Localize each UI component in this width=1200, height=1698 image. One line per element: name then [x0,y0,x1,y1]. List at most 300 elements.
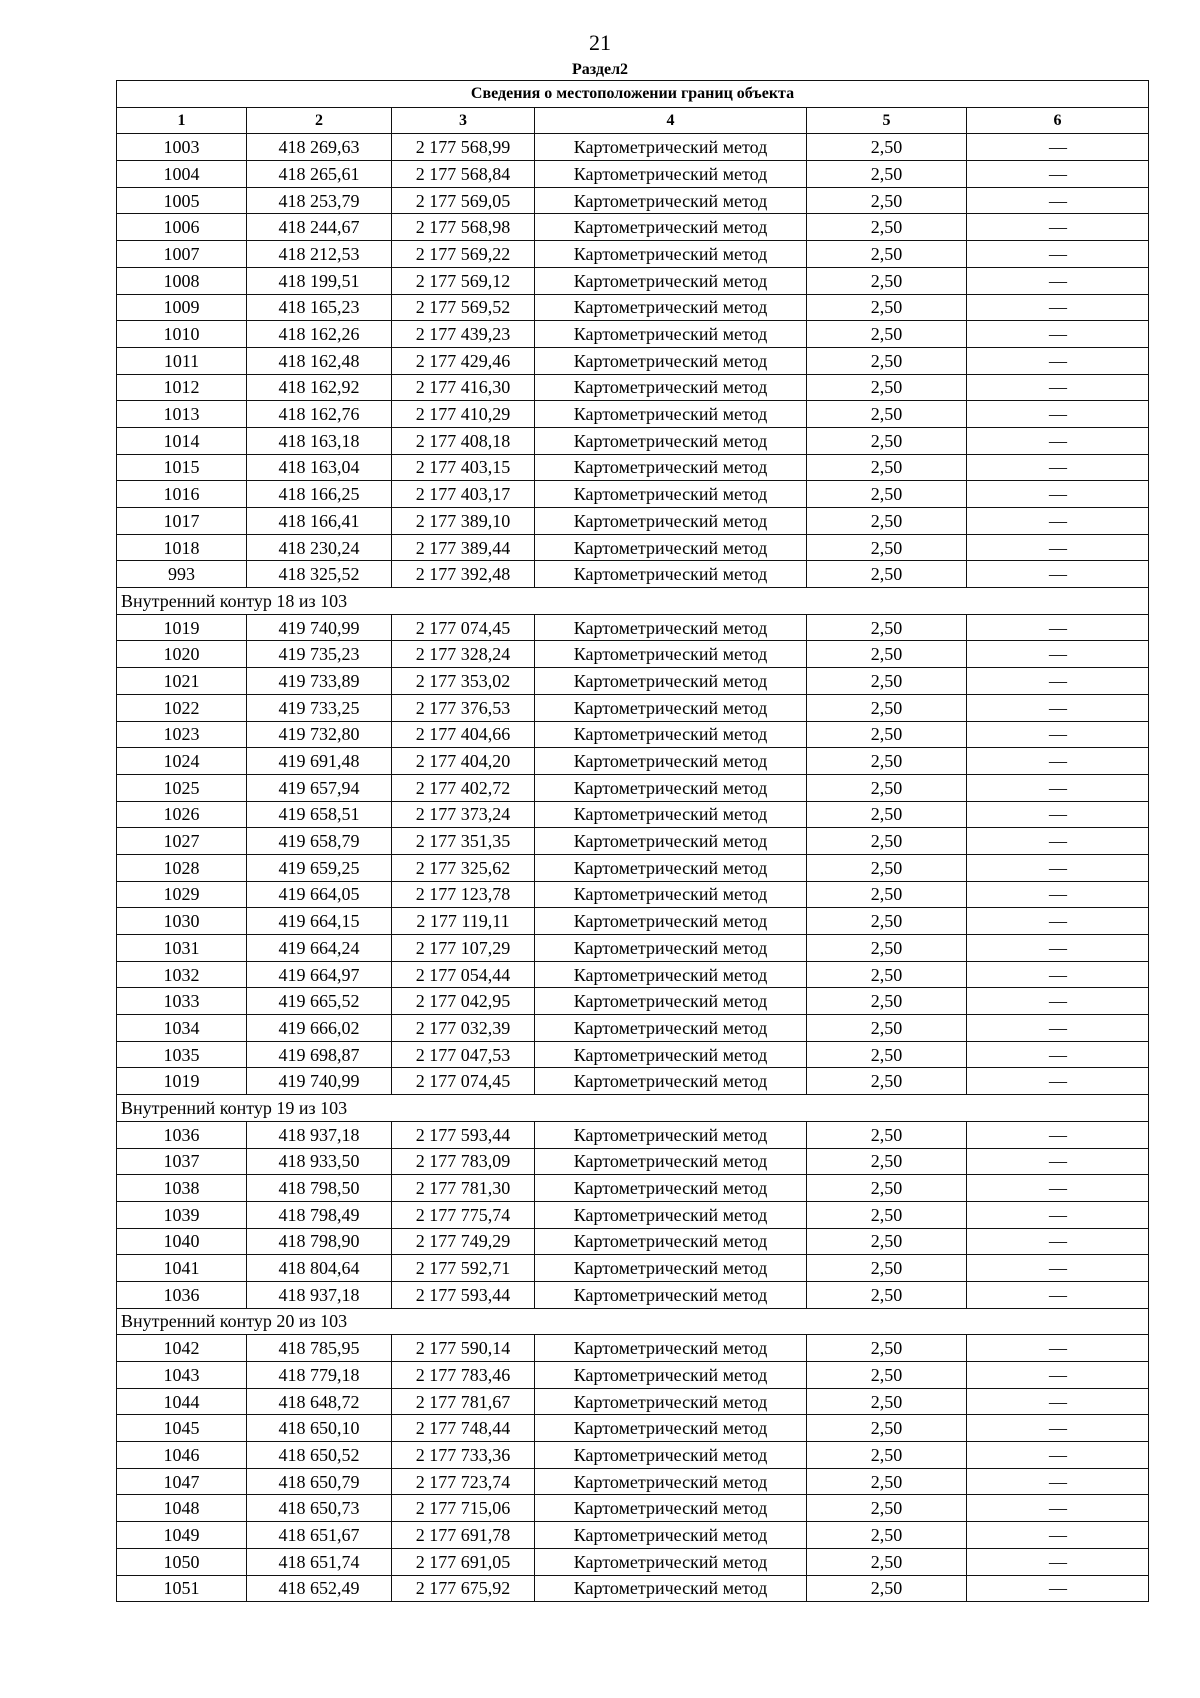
accuracy-cell: 2,50 [807,1175,967,1202]
method-cell: Картометрический метод [535,374,807,401]
y-coordinate-cell: 2 177 749,29 [392,1228,535,1255]
description-cell: — [967,347,1149,374]
point-number-cell: 1031 [117,935,247,962]
point-number-cell: 1036 [117,1121,247,1148]
y-coordinate-cell: 2 177 569,52 [392,294,535,321]
column-header: 3 [392,107,535,134]
method-cell: Картометрический метод [535,454,807,481]
y-coordinate-cell: 2 177 783,46 [392,1362,535,1389]
table-row [117,1281,1149,1308]
description-cell: — [967,1548,1149,1575]
point-number-cell: 1005 [117,187,247,214]
x-coordinate-cell: 418 798,90 [247,1228,392,1255]
y-coordinate-cell: 2 177 568,98 [392,214,535,241]
x-coordinate-cell: 419 740,99 [247,1068,392,1095]
point-number-cell: 1020 [117,641,247,668]
y-coordinate-cell: 2 177 389,44 [392,534,535,561]
y-coordinate-cell: 2 177 416,30 [392,374,535,401]
x-coordinate-cell: 418 937,18 [247,1281,392,1308]
accuracy-cell: 2,50 [807,1548,967,1575]
table-row [117,1015,1149,1042]
table-row [117,1522,1149,1549]
point-number-cell: 1018 [117,534,247,561]
x-coordinate-cell: 418 785,95 [247,1335,392,1362]
accuracy-cell: 2,50 [807,1468,967,1495]
x-coordinate-cell: 419 658,51 [247,801,392,828]
table-row [117,1468,1149,1495]
accuracy-cell: 2,50 [807,1148,967,1175]
table-row [117,161,1149,188]
accuracy-cell: 2,50 [807,1442,967,1469]
y-coordinate-cell: 2 177 590,14 [392,1335,535,1362]
method-cell: Картометрический метод [535,1201,807,1228]
method-cell: Картометрический метод [535,828,807,855]
table-row [117,534,1149,561]
point-number-cell: 1045 [117,1415,247,1442]
accuracy-cell: 2,50 [807,374,967,401]
accuracy-cell: 2,50 [807,1362,967,1389]
x-coordinate-cell: 418 804,64 [247,1255,392,1282]
point-number-cell: 1051 [117,1575,247,1602]
description-cell: — [967,214,1149,241]
description-cell: — [967,668,1149,695]
accuracy-cell: 2,50 [807,1041,967,1068]
method-cell: Картометрический метод [535,1468,807,1495]
accuracy-cell: 2,50 [807,1281,967,1308]
accuracy-cell: 2,50 [807,561,967,588]
method-cell: Картометрический метод [535,881,807,908]
table-row [117,214,1149,241]
point-number-cell: 1024 [117,748,247,775]
point-number-cell: 1006 [117,214,247,241]
accuracy-cell: 2,50 [807,1522,967,1549]
method-cell: Картометрический метод [535,721,807,748]
description-cell: — [967,374,1149,401]
point-number-cell: 1030 [117,908,247,935]
point-number-cell: 1025 [117,774,247,801]
point-number-cell: 1021 [117,668,247,695]
accuracy-cell: 2,50 [807,1495,967,1522]
accuracy-cell: 2,50 [807,187,967,214]
point-number-cell: 1019 [117,1068,247,1095]
x-coordinate-cell: 419 666,02 [247,1015,392,1042]
accuracy-cell: 2,50 [807,694,967,721]
accuracy-cell: 2,50 [807,1388,967,1415]
point-number-cell: 1042 [117,1335,247,1362]
contour-label: Внутренний контур 19 из 103 [117,1095,1149,1122]
point-number-cell: 1043 [117,1362,247,1389]
accuracy-cell: 2,50 [807,828,967,855]
accuracy-cell: 2,50 [807,161,967,188]
point-number-cell: 1046 [117,1442,247,1469]
description-cell: — [967,1442,1149,1469]
table-row [117,187,1149,214]
table-row [117,1201,1149,1228]
x-coordinate-cell: 418 265,61 [247,161,392,188]
x-coordinate-cell: 418 162,26 [247,321,392,348]
accuracy-cell: 2,50 [807,1121,967,1148]
y-coordinate-cell: 2 177 074,45 [392,614,535,641]
table-row [117,1335,1149,1362]
point-number-cell: 1022 [117,694,247,721]
contour-label: Внутренний контур 18 из 103 [117,588,1149,615]
x-coordinate-cell: 418 269,63 [247,134,392,161]
accuracy-cell: 2,50 [807,534,967,561]
method-cell: Картометрический метод [535,854,807,881]
y-coordinate-cell: 2 177 074,45 [392,1068,535,1095]
x-coordinate-cell: 418 650,73 [247,1495,392,1522]
point-number-cell: 1038 [117,1175,247,1202]
description-cell: — [967,427,1149,454]
method-cell: Картометрический метод [535,748,807,775]
method-cell: Картометрический метод [535,1522,807,1549]
table-row [117,241,1149,268]
y-coordinate-cell: 2 177 569,22 [392,241,535,268]
description-cell: — [967,1041,1149,1068]
point-number-cell: 1032 [117,961,247,988]
y-coordinate-cell: 2 177 748,44 [392,1415,535,1442]
accuracy-cell: 2,50 [807,1335,967,1362]
point-number-cell: 1009 [117,294,247,321]
table-row [117,721,1149,748]
table-row [117,641,1149,668]
description-cell: — [967,1068,1149,1095]
accuracy-cell: 2,50 [807,641,967,668]
table-row [117,427,1149,454]
table-row [117,908,1149,935]
y-coordinate-cell: 2 177 402,72 [392,774,535,801]
y-coordinate-cell: 2 177 593,44 [392,1121,535,1148]
y-coordinate-cell: 2 177 373,24 [392,801,535,828]
contour-label: Внутренний контур 20 из 103 [117,1308,1149,1335]
method-cell: Картометрический метод [535,908,807,935]
table-row [117,454,1149,481]
accuracy-cell: 2,50 [807,721,967,748]
x-coordinate-cell: 419 657,94 [247,774,392,801]
x-coordinate-cell: 418 325,52 [247,561,392,588]
y-coordinate-cell: 2 177 723,74 [392,1468,535,1495]
x-coordinate-cell: 419 691,48 [247,748,392,775]
accuracy-cell: 2,50 [807,908,967,935]
x-coordinate-cell: 418 253,79 [247,187,392,214]
y-coordinate-cell: 2 177 569,05 [392,187,535,214]
point-number-cell: 1007 [117,241,247,268]
method-cell: Картометрический метод [535,935,807,962]
x-coordinate-cell: 418 163,04 [247,454,392,481]
description-cell: — [967,534,1149,561]
method-cell: Картометрический метод [535,641,807,668]
table-row [117,1415,1149,1442]
y-coordinate-cell: 2 177 054,44 [392,961,535,988]
point-number-cell: 1026 [117,801,247,828]
point-number-cell: 1016 [117,481,247,508]
accuracy-cell: 2,50 [807,241,967,268]
table-row [117,774,1149,801]
description-cell: — [967,241,1149,268]
method-cell: Картометрический метод [535,1148,807,1175]
x-coordinate-cell: 419 665,52 [247,988,392,1015]
method-cell: Картометрический метод [535,161,807,188]
table-row [117,401,1149,428]
x-coordinate-cell: 418 798,49 [247,1201,392,1228]
table-row [117,374,1149,401]
description-cell: — [967,828,1149,855]
x-coordinate-cell: 419 664,05 [247,881,392,908]
description-cell: — [967,748,1149,775]
description-cell: — [967,508,1149,535]
x-coordinate-cell: 419 664,24 [247,935,392,962]
method-cell: Картометрический метод [535,561,807,588]
accuracy-cell: 2,50 [807,935,967,962]
point-number-cell: 1041 [117,1255,247,1282]
y-coordinate-cell: 2 177 568,84 [392,161,535,188]
accuracy-cell: 2,50 [807,1255,967,1282]
page-number: 21 [589,30,611,55]
method-cell: Картометрический метод [535,801,807,828]
description-cell: — [967,881,1149,908]
y-coordinate-cell: 2 177 042,95 [392,988,535,1015]
point-number-cell: 1037 [117,1148,247,1175]
method-cell: Картометрический метод [535,427,807,454]
x-coordinate-cell: 418 244,67 [247,214,392,241]
y-coordinate-cell: 2 177 781,67 [392,1388,535,1415]
y-coordinate-cell: 2 177 775,74 [392,1201,535,1228]
y-coordinate-cell: 2 177 107,29 [392,935,535,962]
point-number-cell: 1017 [117,508,247,535]
point-number-cell: 1028 [117,854,247,881]
point-number-cell: 1049 [117,1522,247,1549]
x-coordinate-cell: 418 650,52 [247,1442,392,1469]
point-number-cell: 1011 [117,347,247,374]
point-number-cell: 1004 [117,161,247,188]
x-coordinate-cell: 419 732,80 [247,721,392,748]
point-number-cell: 1008 [117,267,247,294]
table-header [117,81,1149,134]
description-cell: — [967,1522,1149,1549]
y-coordinate-cell: 2 177 675,92 [392,1575,535,1602]
x-coordinate-cell: 419 658,79 [247,828,392,855]
method-cell: Картометрический метод [535,1015,807,1042]
method-cell: Картометрический метод [535,534,807,561]
table-row [117,1362,1149,1389]
table-row [117,668,1149,695]
point-number-cell: 1047 [117,1468,247,1495]
y-coordinate-cell: 2 177 351,35 [392,828,535,855]
y-coordinate-cell: 2 177 429,46 [392,347,535,374]
table-row [117,1175,1149,1202]
column-header: 2 [247,107,392,134]
table-row [117,935,1149,962]
method-cell: Картометрический метод [535,347,807,374]
x-coordinate-cell: 418 798,50 [247,1175,392,1202]
table-row [117,294,1149,321]
point-number-cell: 1040 [117,1228,247,1255]
y-coordinate-cell: 2 177 592,71 [392,1255,535,1282]
method-cell: Картометрический метод [535,294,807,321]
table-row [117,134,1149,161]
table-row [117,1068,1149,1095]
table-caption-row [117,81,1149,108]
accuracy-cell: 2,50 [807,427,967,454]
method-cell: Картометрический метод [535,401,807,428]
x-coordinate-cell: 418 650,79 [247,1468,392,1495]
x-coordinate-cell: 418 779,18 [247,1362,392,1389]
section-title: Раздел2 [571,61,629,78]
x-coordinate-cell: 418 166,25 [247,481,392,508]
y-coordinate-cell: 2 177 032,39 [392,1015,535,1042]
column-header: 4 [535,107,807,134]
y-coordinate-cell: 2 177 439,23 [392,321,535,348]
y-coordinate-cell: 2 177 783,09 [392,1148,535,1175]
table-row [117,1548,1149,1575]
point-number-cell: 1048 [117,1495,247,1522]
point-number-cell: 1023 [117,721,247,748]
method-cell: Картометрический метод [535,134,807,161]
table-row [117,1495,1149,1522]
accuracy-cell: 2,50 [807,321,967,348]
description-cell: — [967,454,1149,481]
y-coordinate-cell: 2 177 403,17 [392,481,535,508]
table-row [117,961,1149,988]
method-cell: Картометрический метод [535,1442,807,1469]
description-cell: — [967,801,1149,828]
point-number-cell: 1010 [117,321,247,348]
method-cell: Картометрический метод [535,1495,807,1522]
x-coordinate-cell: 418 651,74 [247,1548,392,1575]
accuracy-cell: 2,50 [807,347,967,374]
description-cell: — [967,721,1149,748]
y-coordinate-cell: 2 177 392,48 [392,561,535,588]
x-coordinate-cell: 418 212,53 [247,241,392,268]
accuracy-cell: 2,50 [807,854,967,881]
description-cell: — [967,961,1149,988]
y-coordinate-cell: 2 177 119,11 [392,908,535,935]
y-coordinate-cell: 2 177 325,62 [392,854,535,881]
x-coordinate-cell: 418 199,51 [247,267,392,294]
method-cell: Картометрический метод [535,1415,807,1442]
accuracy-cell: 2,50 [807,1201,967,1228]
description-cell: — [967,1201,1149,1228]
table-body [117,134,1149,1602]
table-row [117,1575,1149,1602]
description-cell: — [967,908,1149,935]
method-cell: Картометрический метод [535,1175,807,1202]
point-number-cell: 1036 [117,1281,247,1308]
point-number-cell: 1013 [117,401,247,428]
method-cell: Картометрический метод [535,1041,807,1068]
point-number-cell: 1003 [117,134,247,161]
y-coordinate-cell: 2 177 328,24 [392,641,535,668]
method-cell: Картометрический метод [535,961,807,988]
contour-header-row [117,1095,1149,1122]
method-cell: Картометрический метод [535,1335,807,1362]
table-row [117,614,1149,641]
method-cell: Картометрический метод [535,988,807,1015]
y-coordinate-cell: 2 177 047,53 [392,1041,535,1068]
column-header: 6 [967,107,1149,134]
table-row [117,1121,1149,1148]
description-cell: — [967,1175,1149,1202]
x-coordinate-cell: 418 648,72 [247,1388,392,1415]
accuracy-cell: 2,50 [807,988,967,1015]
description-cell: — [967,774,1149,801]
x-coordinate-cell: 418 162,76 [247,401,392,428]
description-cell: — [967,935,1149,962]
description-cell: — [967,1415,1149,1442]
method-cell: Картометрический метод [535,481,807,508]
table-row [117,321,1149,348]
point-number-cell: 1033 [117,988,247,1015]
description-cell: — [967,694,1149,721]
x-coordinate-cell: 419 735,23 [247,641,392,668]
description-cell: — [967,321,1149,348]
description-cell: — [967,1228,1149,1255]
method-cell: Картометрический метод [535,508,807,535]
accuracy-cell: 2,50 [807,1575,967,1602]
x-coordinate-cell: 418 650,10 [247,1415,392,1442]
table-row [117,1148,1149,1175]
x-coordinate-cell: 418 937,18 [247,1121,392,1148]
y-coordinate-cell: 2 177 389,10 [392,508,535,535]
y-coordinate-cell: 2 177 404,20 [392,748,535,775]
x-coordinate-cell: 418 165,23 [247,294,392,321]
method-cell: Картометрический метод [535,267,807,294]
x-coordinate-cell: 419 740,99 [247,614,392,641]
point-number-cell: 1035 [117,1041,247,1068]
y-coordinate-cell: 2 177 403,15 [392,454,535,481]
contour-header-row [117,588,1149,615]
point-number-cell: 1019 [117,614,247,641]
point-number-cell: 1039 [117,1201,247,1228]
method-cell: Картометрический метод [535,1362,807,1389]
table-row [117,1228,1149,1255]
description-cell: — [967,161,1149,188]
table-row [117,801,1149,828]
method-cell: Картометрический метод [535,321,807,348]
boundary-coordinates-table [116,80,1149,1602]
point-number-cell: 1014 [117,427,247,454]
description-cell: — [967,614,1149,641]
accuracy-cell: 2,50 [807,801,967,828]
table-row [117,854,1149,881]
table-row [117,347,1149,374]
table-row [117,1388,1149,1415]
y-coordinate-cell: 2 177 353,02 [392,668,535,695]
method-cell: Картометрический метод [535,694,807,721]
point-number-cell: 993 [117,561,247,588]
table-row [117,481,1149,508]
x-coordinate-cell: 419 698,87 [247,1041,392,1068]
method-cell: Картометрический метод [535,1068,807,1095]
x-coordinate-cell: 419 664,15 [247,908,392,935]
accuracy-cell: 2,50 [807,1415,967,1442]
x-coordinate-cell: 418 652,49 [247,1575,392,1602]
method-cell: Картометрический метод [535,1388,807,1415]
accuracy-cell: 2,50 [807,614,967,641]
description-cell: — [967,1362,1149,1389]
description-cell: — [967,561,1149,588]
description-cell: — [967,1255,1149,1282]
method-cell: Картометрический метод [535,187,807,214]
accuracy-cell: 2,50 [807,454,967,481]
description-cell: — [967,187,1149,214]
x-coordinate-cell: 418 230,24 [247,534,392,561]
y-coordinate-cell: 2 177 733,36 [392,1442,535,1469]
description-cell: — [967,641,1149,668]
table-row [117,1041,1149,1068]
description-cell: — [967,1575,1149,1602]
accuracy-cell: 2,50 [807,1228,967,1255]
